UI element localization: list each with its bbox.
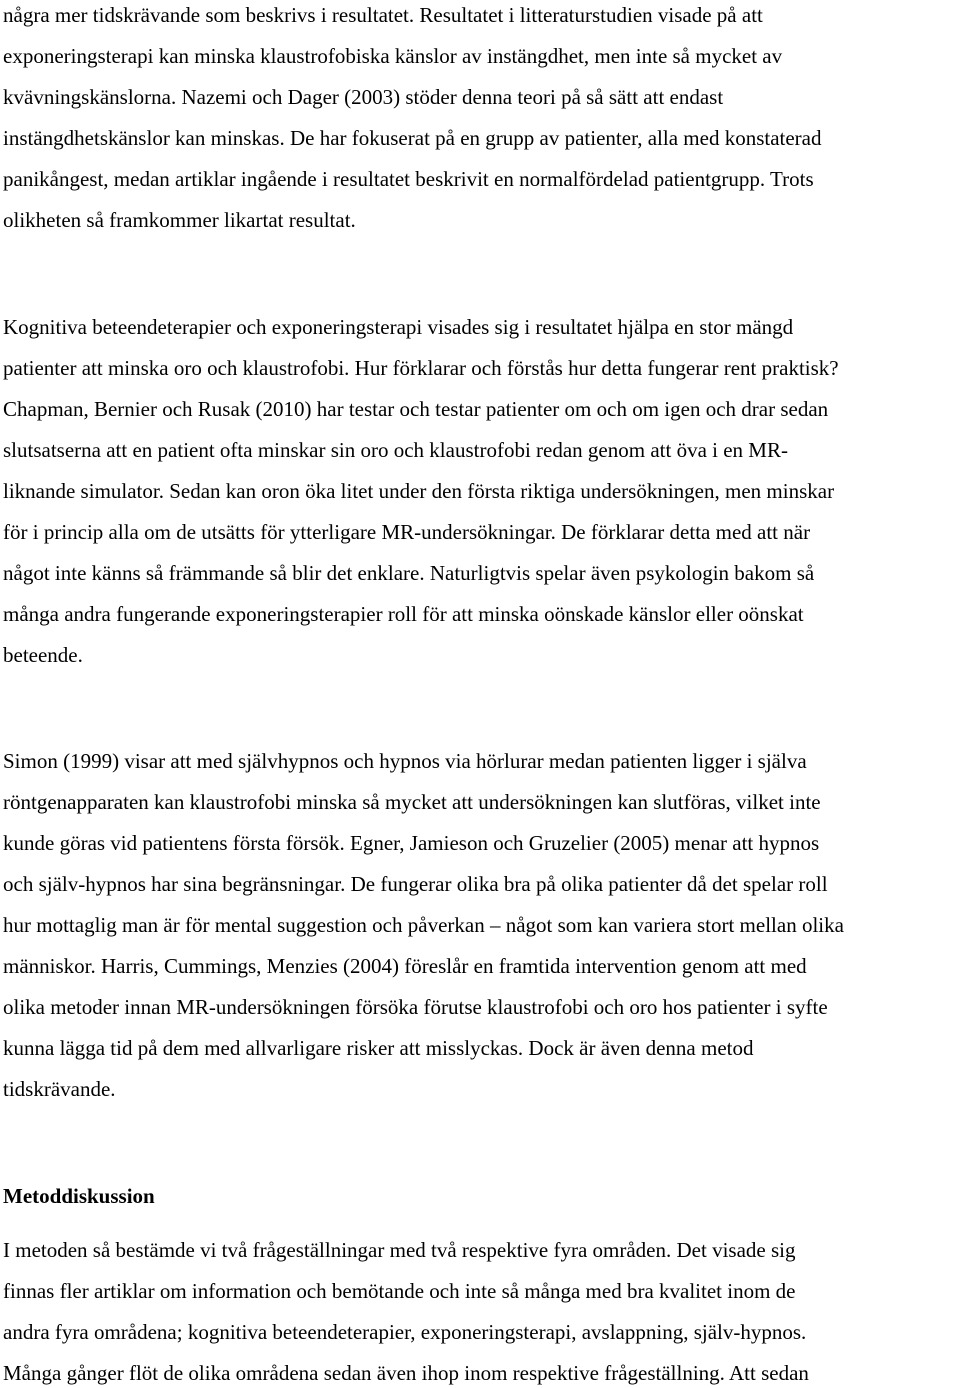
section-line-1: I metoden så bestämde vi två frågeställningar med två respektive fyra områden. Det visade sig bbox=[3, 1238, 796, 1262]
paragraph-3-line-7: olika metoder innan MR-undersökningen försöka förutse klaustrofobi och oro hos patienter i syfte bbox=[3, 995, 828, 1019]
section-line-4: Många gånger flöt de olika områdena sedan även ihop inom respektive frågeställning. Att sedan bbox=[3, 1361, 809, 1385]
paragraph-2-line-7: något inte känns så främmande så blir det enklare. Naturligtvis spelar även psykologin bakom så bbox=[3, 561, 815, 585]
section-line-3: andra fyra områdena; kognitiva beteendeterapier, exponeringsterapi, avslappning, själv-hypnos. bbox=[3, 1320, 807, 1344]
paragraph-1-line-4: instängdhetskänslor kan minskas. De har fokuserat på en grupp av patienter, alla med konstaterad bbox=[3, 126, 822, 150]
paragraph-3-line-8: kunna lägga tid på dem med allvarligare risker att misslyckas. Dock är även denna metod bbox=[3, 1036, 754, 1060]
paragraph-2-line-5: liknande simulator. Sedan kan oron öka litet under den första riktiga undersökningen, men minskar bbox=[3, 479, 835, 503]
paragraph-1-line-2: exponeringsterapi kan minska klaustrofobiska känslor av instängdhet, men inte så mycket av bbox=[3, 44, 783, 68]
paragraph-2-line-3: Chapman, Bernier och Rusak (2010) har testar och testar patienter om och om igen och drar sedan bbox=[3, 397, 829, 421]
paragraph-3-line-9: tidskrävande. bbox=[3, 1077, 116, 1101]
paragraph-3-line-1: Simon (1999) visar att med självhypnos och hypnos via hörlurar medan patienten ligger i själva bbox=[3, 749, 807, 773]
paragraph-1-line-1: några mer tidskrävande som beskrivs i resultatet. Resultatet i litteraturstudien visade på att bbox=[3, 3, 763, 27]
section-heading: Metoddiskussion bbox=[3, 1184, 155, 1208]
paragraph-1-line-3: kvävningskänslorna. Nazemi och Dager (2003) stöder denna teori på så sätt att endast bbox=[3, 85, 724, 109]
paragraph-3-line-2: röntgenapparaten kan klaustrofobi minska så mycket att undersökningen kan slutföras, vilket inte bbox=[3, 790, 821, 814]
paragraph-2-line-9: beteende. bbox=[3, 643, 83, 667]
paragraph-2-line-6: för i princip alla om de utsätts för ytterligare MR-undersökningar. De förklarar detta med att när bbox=[3, 520, 811, 544]
paragraph-2-line-2: patienter att minska oro och klaustrofobi. Hur förklarar och förstås hur detta fungerar rent praktisk? bbox=[3, 356, 839, 380]
paragraph-2-line-4: slutsatserna att en patient ofta minskar sin oro och klaustrofobi redan genom att öva i en MR- bbox=[3, 438, 788, 462]
paragraph-3-line-3: kunde göras vid patientens första försök. Egner, Jamieson och Gruzelier (2005) menar att hypnos bbox=[3, 831, 820, 855]
paragraph-1-line-5: panikångest, medan artiklar ingående i resultatet beskrivit en normalfördelad patientgrupp. Trots bbox=[3, 167, 814, 191]
paragraph-3-line-6: människor. Harris, Cummings, Menzies (2004) föreslår en framtida intervention genom att med bbox=[3, 954, 807, 978]
paragraph-2-line-8: många andra fungerande exponeringsterapier roll för att minska oönskade känslor eller oönskat bbox=[3, 602, 804, 626]
section-line-2: finnas fler artiklar om information och bemötande och inte så många med bra kvalitet inom de bbox=[3, 1279, 796, 1303]
paragraph-1-line-6: olikheten så framkommer likartat resultat. bbox=[3, 208, 356, 232]
paragraph-3-line-4: och själv-hypnos har sina begränsningar. De fungerar olika bra på olika patienter då det spelar roll bbox=[3, 872, 828, 896]
paragraph-3-line-5: hur mottaglig man är för mental suggestion och påverkan – något som kan variera stort mellan olika bbox=[3, 913, 844, 937]
paragraph-2-line-1: Kognitiva beteendeterapier och exponeringsterapi visades sig i resultatet hjälpa en stor mängd bbox=[3, 315, 794, 339]
